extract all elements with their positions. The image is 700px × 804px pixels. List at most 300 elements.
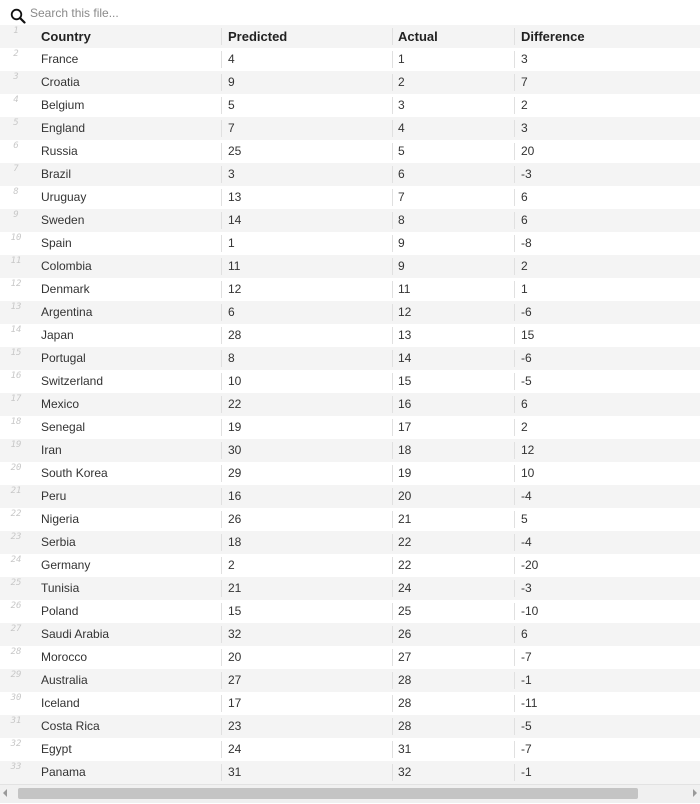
- table-cell: 6: [521, 190, 528, 204]
- column-separator: [221, 672, 222, 689]
- table-row: [0, 232, 700, 255]
- table-cell: 17: [398, 420, 412, 434]
- line-number: 32: [10, 739, 22, 749]
- table-cell: 7: [398, 190, 405, 204]
- column-separator: [392, 534, 393, 551]
- table-cell: 17: [228, 696, 242, 710]
- scroll-left-icon[interactable]: [3, 789, 7, 797]
- table-cell: Portugal: [41, 351, 86, 365]
- column-separator: [392, 511, 393, 528]
- table-cell: 21: [228, 581, 242, 595]
- column-separator: [514, 442, 515, 459]
- table-cell: 14: [228, 213, 242, 227]
- table-cell: 25: [228, 144, 242, 158]
- table-cell: 18: [398, 443, 412, 457]
- line-number: 3: [13, 72, 19, 82]
- column-separator: [514, 235, 515, 252]
- table-cell: Denmark: [41, 282, 90, 296]
- column-separator: [221, 396, 222, 413]
- table-cell: 22: [398, 558, 412, 572]
- column-separator: [514, 741, 515, 758]
- column-separator: [514, 281, 515, 298]
- column-separator: [221, 74, 222, 91]
- column-separator: [392, 350, 393, 367]
- table-cell: Iceland: [41, 696, 80, 710]
- table-cell: 2: [521, 259, 528, 273]
- table-cell: 21: [398, 512, 412, 526]
- table-cell: 26: [398, 627, 412, 641]
- table-cell: 3: [398, 98, 405, 112]
- column-separator: [221, 373, 222, 390]
- table-row: [0, 94, 700, 117]
- column-separator: [392, 120, 393, 137]
- table-cell: 5: [521, 512, 528, 526]
- table-cell: Russia: [41, 144, 78, 158]
- column-separator: [514, 143, 515, 160]
- column-separator: [392, 74, 393, 91]
- column-separator: [221, 350, 222, 367]
- line-number: 8: [13, 187, 19, 197]
- table-cell: 1: [228, 236, 235, 250]
- table-cell: 16: [398, 397, 412, 411]
- column-separator: [392, 28, 393, 45]
- column-separator: [514, 74, 515, 91]
- line-number: 9: [13, 210, 19, 220]
- table-cell: Tunisia: [41, 581, 80, 595]
- column-separator: [221, 695, 222, 712]
- table-cell: 19: [228, 420, 242, 434]
- table-cell: -3: [521, 581, 532, 595]
- table-row: [0, 71, 700, 94]
- table-cell: 27: [398, 650, 412, 664]
- line-number: 1: [13, 26, 19, 36]
- table-cell: 6: [398, 167, 405, 181]
- table-cell: 7: [228, 121, 235, 135]
- table-cell: 12: [521, 443, 535, 457]
- table-cell: 8: [398, 213, 405, 227]
- column-separator: [221, 258, 222, 275]
- table-row: [0, 761, 700, 784]
- table-cell: 31: [228, 765, 242, 779]
- table-cell: 9: [398, 259, 405, 273]
- column-separator: [221, 235, 222, 252]
- table-cell: 9: [228, 75, 235, 89]
- column-separator: [392, 580, 393, 597]
- table-cell: 2: [398, 75, 405, 89]
- table-row: [0, 48, 700, 71]
- column-separator: [392, 465, 393, 482]
- table-cell: 30: [228, 443, 242, 457]
- table-cell: 10: [521, 466, 535, 480]
- column-separator: [221, 511, 222, 528]
- table-cell: Egypt: [41, 742, 72, 756]
- column-separator: [221, 557, 222, 574]
- column-separator: [392, 97, 393, 114]
- table-cell: -6: [521, 351, 532, 365]
- table-row: [0, 393, 700, 416]
- column-separator: [392, 373, 393, 390]
- table-cell: Mexico: [41, 397, 80, 411]
- table-row: [0, 462, 700, 485]
- table-cell: -8: [521, 236, 532, 250]
- column-separator: [221, 281, 222, 298]
- table-cell: 12: [398, 305, 412, 319]
- table-cell: 16: [228, 489, 242, 503]
- column-separator: [392, 143, 393, 160]
- column-separator: [221, 764, 222, 781]
- table-cell: 7: [521, 75, 528, 89]
- line-number: 11: [10, 256, 22, 266]
- column-separator: [392, 557, 393, 574]
- column-separator: [221, 465, 222, 482]
- table-cell: 13: [228, 190, 242, 204]
- table-row: [0, 347, 700, 370]
- line-number: 21: [10, 486, 22, 496]
- table-cell: 26: [228, 512, 242, 526]
- column-separator: [514, 649, 515, 666]
- table-cell: Sweden: [41, 213, 85, 227]
- table-row: [0, 485, 700, 508]
- column-separator: [221, 718, 222, 735]
- table-cell: Spain: [41, 236, 72, 250]
- table-cell: 10: [228, 374, 242, 388]
- line-number: 6: [13, 141, 19, 151]
- column-separator: [392, 695, 393, 712]
- column-separator: [221, 166, 222, 183]
- table-cell: 8: [228, 351, 235, 365]
- table-cell: Morocco: [41, 650, 88, 664]
- column-separator: [514, 189, 515, 206]
- table-row: [0, 646, 700, 669]
- line-number: 27: [10, 624, 22, 634]
- line-number: 22: [10, 509, 22, 519]
- column-separator: [514, 166, 515, 183]
- column-separator: [392, 258, 393, 275]
- line-number: 10: [10, 233, 22, 243]
- table-cell: -5: [521, 719, 532, 733]
- table-cell: 5: [228, 98, 235, 112]
- line-number: 25: [10, 578, 22, 588]
- table-cell: Colombia: [41, 259, 92, 273]
- table-cell: 25: [398, 604, 412, 618]
- column-separator: [514, 695, 515, 712]
- table-cell: Brazil: [41, 167, 72, 181]
- column-separator: [221, 97, 222, 114]
- column-separator: [392, 212, 393, 229]
- table-cell: 19: [398, 466, 412, 480]
- column-separator: [514, 718, 515, 735]
- table-cell: Uruguay: [41, 190, 87, 204]
- table-cell: 15: [398, 374, 412, 388]
- table-cell: 14: [398, 351, 412, 365]
- column-separator: [514, 120, 515, 137]
- line-number: 24: [10, 555, 22, 565]
- table-cell: Germany: [41, 558, 91, 572]
- column-separator: [514, 557, 515, 574]
- table-cell: 9: [398, 236, 405, 250]
- table-cell: -4: [521, 535, 532, 549]
- table-cell: 4: [398, 121, 405, 135]
- table-cell: 12: [228, 282, 242, 296]
- table-cell: 32: [398, 765, 412, 779]
- table-cell: 22: [398, 535, 412, 549]
- table-cell: 24: [398, 581, 412, 595]
- table-cell: 22: [228, 397, 242, 411]
- column-separator: [514, 97, 515, 114]
- table-cell: 6: [228, 305, 235, 319]
- table-cell: -3: [521, 167, 532, 181]
- table-row: [0, 577, 700, 600]
- line-number: 19: [10, 440, 22, 450]
- column-separator: [392, 672, 393, 689]
- table-row: [0, 669, 700, 692]
- table-row: [0, 278, 700, 301]
- line-number: 28: [10, 647, 22, 657]
- table-cell: Saudi Arabia: [41, 627, 110, 641]
- line-number: 17: [10, 394, 22, 404]
- table-cell: Australia: [41, 673, 88, 687]
- column-separator: [514, 258, 515, 275]
- line-number: 14: [10, 325, 22, 335]
- line-number: 30: [10, 693, 22, 703]
- table-cell: Argentina: [41, 305, 93, 319]
- table-cell: 29: [228, 466, 242, 480]
- line-number: 31: [10, 716, 22, 726]
- table-cell: 4: [228, 52, 235, 66]
- column-separator: [514, 764, 515, 781]
- column-header: Difference: [521, 29, 585, 44]
- column-separator: [392, 51, 393, 68]
- table-cell: 28: [398, 673, 412, 687]
- table-cell: Belgium: [41, 98, 85, 112]
- table-cell: Serbia: [41, 535, 76, 549]
- table-cell: Poland: [41, 604, 79, 618]
- table-header-row: [0, 25, 700, 48]
- column-separator: [514, 488, 515, 505]
- table-cell: 15: [521, 328, 535, 342]
- column-separator: [392, 764, 393, 781]
- scroll-right-icon[interactable]: [693, 789, 697, 797]
- column-separator: [514, 672, 515, 689]
- column-header: Actual: [398, 29, 438, 44]
- column-separator: [392, 649, 393, 666]
- column-separator: [221, 741, 222, 758]
- table-cell: France: [41, 52, 79, 66]
- table-cell: -6: [521, 305, 532, 319]
- table-row: [0, 209, 700, 232]
- column-separator: [392, 396, 393, 413]
- table-cell: 11: [228, 259, 241, 273]
- column-separator: [514, 626, 515, 643]
- table-cell: -7: [521, 650, 532, 664]
- line-number: 23: [10, 532, 22, 542]
- line-number: 15: [10, 348, 22, 358]
- table-cell: -11: [521, 696, 538, 710]
- table-cell: 2: [521, 98, 528, 112]
- column-separator: [392, 488, 393, 505]
- column-separator: [514, 373, 515, 390]
- table-cell: Switzerland: [41, 374, 104, 388]
- column-separator: [514, 580, 515, 597]
- table-cell: Nigeria: [41, 512, 80, 526]
- column-separator: [514, 350, 515, 367]
- column-separator: [514, 534, 515, 551]
- table-cell: 6: [521, 213, 528, 227]
- table-cell: Senegal: [41, 420, 86, 434]
- table-cell: 32: [228, 627, 242, 641]
- table-cell: 6: [521, 397, 528, 411]
- line-number: 5: [13, 118, 19, 128]
- column-separator: [221, 488, 222, 505]
- table-cell: -4: [521, 489, 532, 503]
- column-separator: [514, 51, 515, 68]
- table-cell: 31: [398, 742, 412, 756]
- table-row: [0, 301, 700, 324]
- table-cell: 11: [398, 282, 411, 296]
- column-separator: [392, 281, 393, 298]
- table-cell: 23: [228, 719, 242, 733]
- table-cell: Costa Rica: [41, 719, 100, 733]
- column-separator: [221, 534, 222, 551]
- column-separator: [514, 327, 515, 344]
- column-separator: [514, 511, 515, 528]
- column-separator: [514, 419, 515, 436]
- table-cell: -10: [521, 604, 539, 618]
- table-cell: 28: [398, 696, 412, 710]
- column-separator: [392, 718, 393, 735]
- table-cell: Iran: [41, 443, 62, 457]
- column-separator: [221, 649, 222, 666]
- column-separator: [392, 304, 393, 321]
- column-separator: [221, 603, 222, 620]
- column-separator: [392, 419, 393, 436]
- table-cell: 3: [521, 121, 528, 135]
- column-separator: [221, 442, 222, 459]
- table-row: [0, 163, 700, 186]
- line-number: 18: [10, 417, 22, 427]
- table-cell: -5: [521, 374, 532, 388]
- column-separator: [514, 28, 515, 45]
- column-separator: [392, 327, 393, 344]
- table-cell: 1: [521, 282, 528, 296]
- table-cell: -7: [521, 742, 532, 756]
- column-separator: [221, 304, 222, 321]
- column-separator: [221, 419, 222, 436]
- table-row: [0, 255, 700, 278]
- column-separator: [392, 603, 393, 620]
- table-row: [0, 692, 700, 715]
- table-row: [0, 531, 700, 554]
- table-cell: Peru: [41, 489, 67, 503]
- line-number: 2: [13, 49, 19, 59]
- table-row: [0, 508, 700, 531]
- table-cell: 5: [398, 144, 405, 158]
- column-separator: [392, 235, 393, 252]
- table-cell: 20: [398, 489, 412, 503]
- column-separator: [221, 143, 222, 160]
- column-separator: [221, 327, 222, 344]
- table-cell: 18: [228, 535, 242, 549]
- line-number: 16: [10, 371, 22, 381]
- column-separator: [221, 120, 222, 137]
- table-cell: Japan: [41, 328, 74, 342]
- column-separator: [221, 580, 222, 597]
- column-separator: [514, 396, 515, 413]
- table-row: [0, 117, 700, 140]
- data-table: [0, 25, 700, 784]
- column-header: Country: [41, 29, 91, 44]
- table-cell: 2: [228, 558, 235, 572]
- table-row: [0, 623, 700, 646]
- table-cell: 27: [228, 673, 242, 687]
- table-cell: 13: [398, 328, 412, 342]
- table-row: [0, 715, 700, 738]
- column-separator: [514, 465, 515, 482]
- line-number: 29: [10, 670, 22, 680]
- table-cell: 24: [228, 742, 242, 756]
- table-cell: 20: [521, 144, 535, 158]
- table-cell: 2: [521, 420, 528, 434]
- table-row: [0, 416, 700, 439]
- column-separator: [514, 603, 515, 620]
- column-separator: [392, 626, 393, 643]
- table-cell: 3: [521, 52, 528, 66]
- column-separator: [392, 442, 393, 459]
- table-cell: -20: [521, 558, 539, 572]
- table-cell: 1: [398, 52, 405, 66]
- table-cell: Croatia: [41, 75, 80, 89]
- horizontal-scrollbar[interactable]: [0, 784, 700, 803]
- table-row: [0, 140, 700, 163]
- table-row: [0, 554, 700, 577]
- table-cell: 15: [228, 604, 242, 618]
- table-cell: South Korea: [41, 466, 108, 480]
- column-separator: [221, 626, 222, 643]
- column-separator: [221, 212, 222, 229]
- line-number: 4: [13, 95, 19, 105]
- table-row: [0, 738, 700, 761]
- table-row: [0, 186, 700, 209]
- scrollbar-thumb[interactable]: [18, 788, 638, 799]
- column-separator: [221, 28, 222, 45]
- column-separator: [392, 166, 393, 183]
- table-row: [0, 370, 700, 393]
- line-number: 13: [10, 302, 22, 312]
- table-row: [0, 600, 700, 623]
- column-separator: [392, 189, 393, 206]
- line-number: 26: [10, 601, 22, 611]
- column-separator: [221, 189, 222, 206]
- table-row: [0, 439, 700, 462]
- table-row: [0, 324, 700, 347]
- column-header: Predicted: [228, 29, 288, 44]
- table-cell: 28: [398, 719, 412, 733]
- table-cell: 6: [521, 627, 528, 641]
- table-cell: Panama: [41, 765, 86, 779]
- column-separator: [221, 51, 222, 68]
- table-cell: 28: [228, 328, 242, 342]
- table-cell: England: [41, 121, 86, 135]
- column-separator: [392, 741, 393, 758]
- line-number: 33: [10, 762, 22, 772]
- search-bar: [0, 0, 700, 24]
- column-separator: [514, 304, 515, 321]
- search-icon[interactable]: [10, 8, 26, 24]
- line-number: 12: [10, 279, 22, 289]
- table-cell: 3: [228, 167, 235, 181]
- line-number: 20: [10, 463, 22, 473]
- search-input[interactable]: [30, 4, 330, 22]
